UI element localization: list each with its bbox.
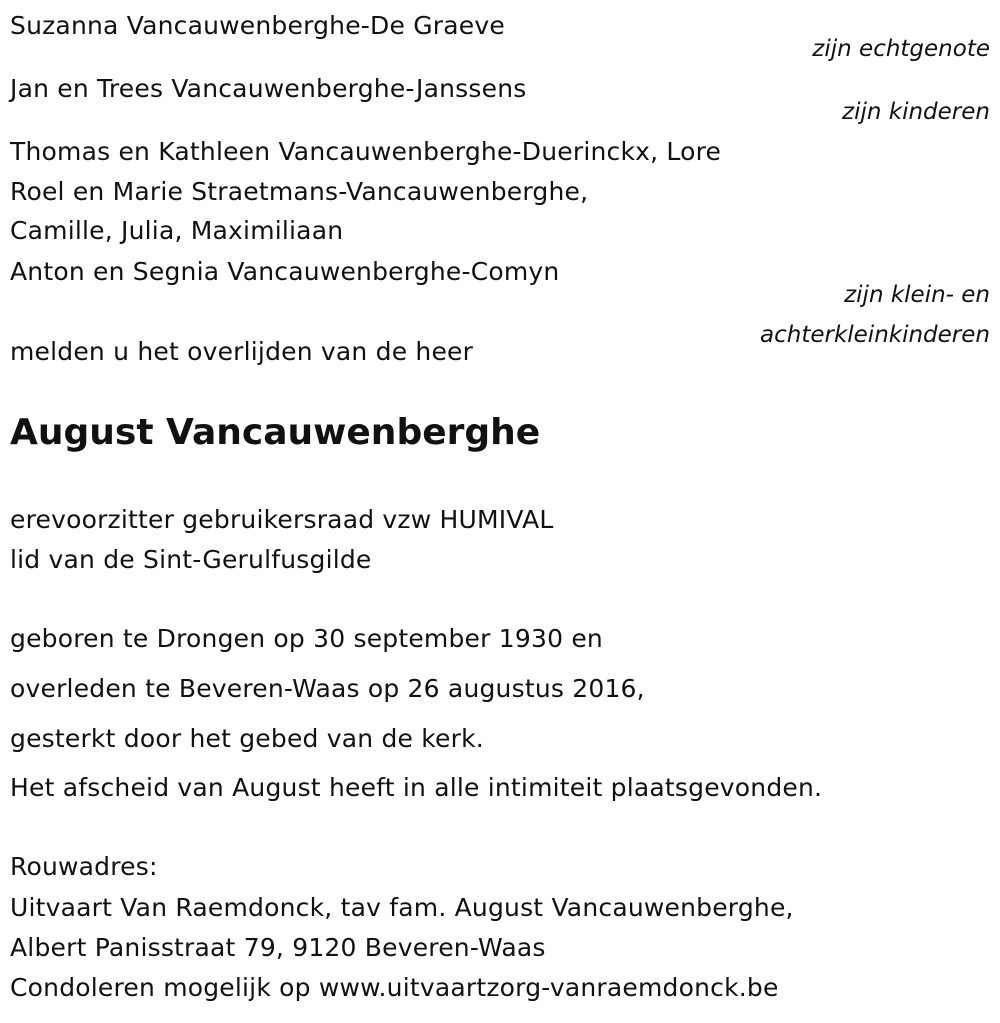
grandchildren-label-2: achterkleinkinderen [760,322,990,348]
detail-birth: geboren te Drongen op 30 september 1930 en [10,624,603,653]
address-line-3: Condoleren mogelijk op www.uitvaartzorg-vanraemdonck.be [10,973,779,1002]
detail-farewell: Het afscheid van August heeft in alle intimiteit plaatsgevonden. [10,773,823,802]
family-children: Jan en Trees Vancauwenberghe-Janssens [10,74,527,103]
family-spouse: Suzanna Vancauwenberghe-De Graeve [10,11,505,40]
address-line-1: Uitvaart Van Raemdonck, tav fam. August Vancauwenberghe, [10,893,794,922]
children-label: zijn kinderen [842,99,990,125]
address-line-2: Albert Panisstraat 79, 9120 Beveren-Waas [10,933,546,962]
grandchildren-line-3: Camille, Julia, Maximiliaan [10,216,344,245]
deceased-name: August Vancauwenberghe [10,412,541,453]
deceased-title-1: erevoorzitter gebruikersraad vzw HUMIVAL [10,505,554,534]
address-heading: Rouwadres: [10,852,158,881]
announcement: melden u het overlijden van de heer [10,337,474,366]
grandchildren-line-2: Roel en Marie Straetmans-Vancauwenberghe, [10,177,589,206]
detail-death: overleden te Beveren-Waas op 26 augustus 2016, [10,674,645,703]
grandchildren-line-1: Thomas en Kathleen Vancauwenberghe-Duerinckx, Lore [10,137,722,166]
grandchildren-label-1: zijn klein- en [844,282,990,308]
spouse-label: zijn echtgenote [812,36,990,62]
deceased-title-2: lid van de Sint-Gerulfusgilde [10,545,372,574]
grandchildren-line-4: Anton en Segnia Vancauwenberghe-Comyn [10,257,560,286]
detail-prayer: gesterkt door het gebed van de kerk. [10,724,484,753]
